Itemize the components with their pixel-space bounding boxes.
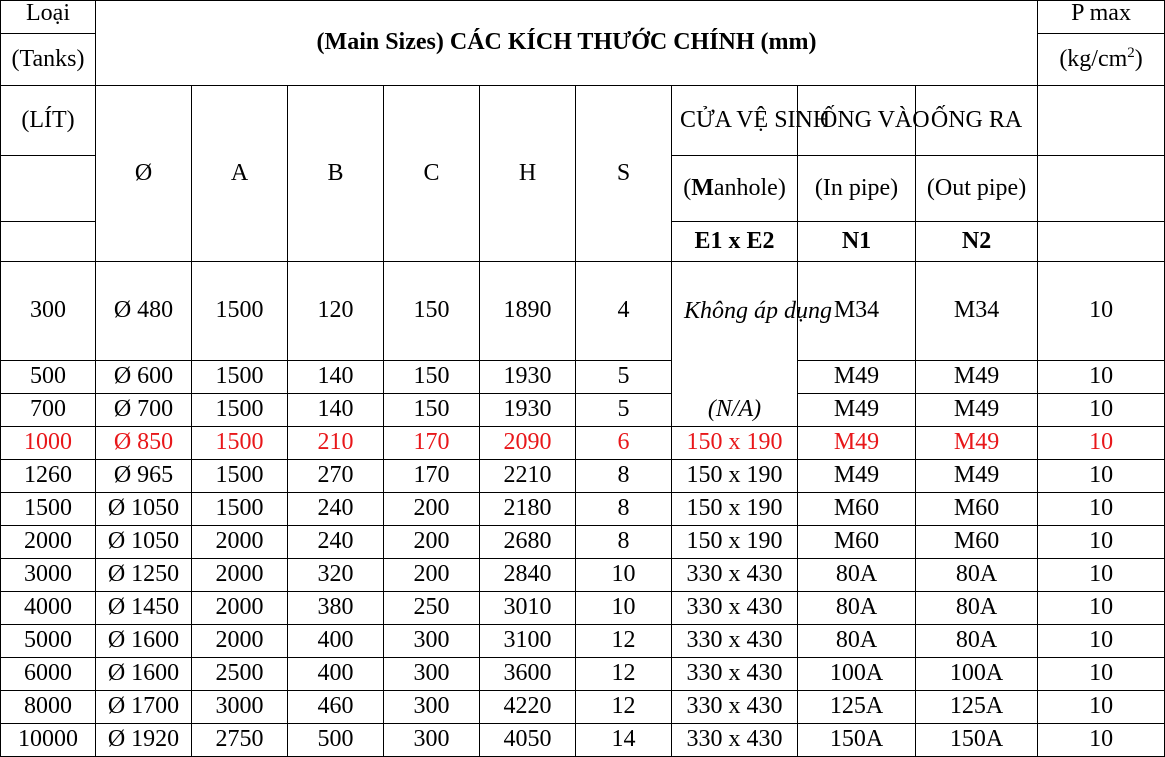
cell-manhole: 330 x 430 [672,691,798,724]
cell-b: 380 [288,592,384,625]
cell-n2: 150A [916,724,1038,757]
cell-liters: 1000 [1,427,96,460]
header-type-empty-2 [1,222,96,262]
pmax-unit-superscript: 2 [1127,44,1135,61]
cell-liters: 2000 [1,526,96,559]
cell-b: 460 [288,691,384,724]
cell-liters: 1500 [1,493,96,526]
cell-n2: M49 [916,361,1038,394]
cell-pmax: 10 [1038,625,1165,658]
cell-n1: M49 [798,361,916,394]
header-row-1 [1,1,1165,34]
header-type-line1: Loại [1,1,96,34]
table-row [1,592,1165,625]
cell-manhole: 330 x 430 [672,724,798,757]
cell-c: 200 [384,493,480,526]
cell-manhole: 330 x 430 [672,592,798,625]
header-pmax-empty-2 [1038,156,1165,222]
cell-n1: M60 [798,493,916,526]
cell-h: 4220 [480,691,576,724]
cell-pmax: 10 [1038,592,1165,625]
cell-pmax: 10 [1038,493,1165,526]
cell-s: 5 [576,361,672,394]
cell-b: 270 [288,460,384,493]
cell-liters: 3000 [1,559,96,592]
cell-a: 2000 [192,625,288,658]
cell-n1: M49 [798,460,916,493]
col-header-outpipe-vn: ỐNG RA [916,86,1038,156]
col-header-inpipe-code: N1 [798,222,916,262]
cell-manhole: 150 x 190 [672,427,798,460]
pmax-unit-base: (kg/cm [1059,45,1128,72]
cell-c: 300 [384,691,480,724]
cell-n2: 80A [916,559,1038,592]
cell-n1: 150A [798,724,916,757]
cell-b: 210 [288,427,384,460]
table-row [1,361,1165,394]
cell-manhole: 150 x 190 [672,493,798,526]
cell-liters: 10000 [1,724,96,757]
cell-h: 2680 [480,526,576,559]
cell-pmax: 10 [1038,559,1165,592]
cell-diameter: Ø 1600 [96,658,192,691]
cell-s: 12 [576,625,672,658]
cell-n2: M49 [916,460,1038,493]
cell-s: 8 [576,526,672,559]
cell-s: 5 [576,394,672,427]
cell-b: 500 [288,724,384,757]
header-type-line2: (Tanks) [1,34,96,86]
cell-diameter: Ø 965 [96,460,192,493]
cell-manhole-na-note: Không áp dụng [672,262,798,361]
cell-h: 1930 [480,394,576,427]
cell-c: 200 [384,526,480,559]
cell-manhole: 330 x 430 [672,625,798,658]
cell-pmax: 10 [1038,394,1165,427]
table-row [1,691,1165,724]
cell-diameter: Ø 1050 [96,493,192,526]
cell-b: 240 [288,493,384,526]
header-row-3 [1,86,1165,156]
cell-n2: M34 [916,262,1038,361]
cell-manhole: 330 x 430 [672,559,798,592]
cell-liters: 4000 [1,592,96,625]
cell-manhole: 330 x 430 [672,658,798,691]
cell-c: 300 [384,658,480,691]
col-header-h: H [480,86,576,262]
col-header-s: S [576,86,672,262]
cell-n1: M34 [798,262,916,361]
cell-a: 2000 [192,592,288,625]
cell-h: 3100 [480,625,576,658]
header-pmax-empty-3 [1038,222,1165,262]
cell-c: 150 [384,262,480,361]
col-header-outpipe-code: N2 [916,222,1038,262]
col-header-inpipe-en: (In pipe) [798,156,916,222]
cell-manhole: 150 x 190 [672,460,798,493]
cell-n2: M60 [916,526,1038,559]
cell-liters: 1260 [1,460,96,493]
cell-diameter: Ø 1600 [96,625,192,658]
cell-pmax: 10 [1038,658,1165,691]
cell-h: 1930 [480,361,576,394]
cell-c: 300 [384,625,480,658]
cell-s: 14 [576,724,672,757]
cell-diameter: Ø 1450 [96,592,192,625]
header-pmax-empty-1 [1038,86,1165,156]
cell-n1: M60 [798,526,916,559]
cell-pmax: 10 [1038,262,1165,361]
cell-diameter: Ø 1050 [96,526,192,559]
cell-n1: 100A [798,658,916,691]
table-row [1,625,1165,658]
col-header-manhole-en [672,156,798,222]
cell-c: 150 [384,361,480,394]
cell-h: 3600 [480,658,576,691]
cell-a: 2000 [192,559,288,592]
cell-liters: 500 [1,361,96,394]
col-header-manhole-code: E1 x E2 [672,222,798,262]
cell-s: 12 [576,691,672,724]
cell-diameter: Ø 1700 [96,691,192,724]
cell-s: 8 [576,460,672,493]
cell-a: 3000 [192,691,288,724]
cell-s: 4 [576,262,672,361]
cell-b: 120 [288,262,384,361]
cell-s: 10 [576,592,672,625]
cell-s: 8 [576,493,672,526]
cell-a: 1500 [192,262,288,361]
cell-liters: 5000 [1,625,96,658]
cell-b: 140 [288,394,384,427]
pmax-label: P max [1071,0,1131,26]
cell-n1: M49 [798,427,916,460]
header-pmax-unit [1038,34,1165,86]
cell-b: 320 [288,559,384,592]
cell-diameter: Ø 1920 [96,724,192,757]
cell-b: 400 [288,658,384,691]
header-main-title: (Main Sizes) CÁC KÍCH THƯỚC CHÍNH (mm) [96,1,1038,86]
cell-pmax: 10 [1038,691,1165,724]
cell-h: 1890 [480,262,576,361]
cell-n2: 100A [916,658,1038,691]
col-header-manhole-vn: CỬA VỆ SINH [672,86,798,156]
cell-a: 1500 [192,361,288,394]
cell-n2: M49 [916,394,1038,427]
cell-pmax: 10 [1038,724,1165,757]
cell-diameter: Ø 480 [96,262,192,361]
cell-n2: 125A [916,691,1038,724]
table-row-highlighted [1,427,1165,460]
table-row [1,460,1165,493]
manhole-en-rest: anhole) [713,174,786,201]
cell-n1: M49 [798,394,916,427]
cell-s: 10 [576,559,672,592]
col-header-inpipe-vn: ỐNG VÀO [798,86,916,156]
cell-h: 2840 [480,559,576,592]
col-header-c: C [384,86,480,262]
cell-pmax: 10 [1038,427,1165,460]
cell-n1: 80A [798,625,916,658]
cell-n2: 80A [916,592,1038,625]
cell-b: 240 [288,526,384,559]
cell-a: 2500 [192,658,288,691]
table-row [1,394,1165,427]
table-row [1,493,1165,526]
cell-liters: 300 [1,262,96,361]
table-row [1,658,1165,691]
col-header-diameter: Ø [96,86,192,262]
cell-b: 140 [288,361,384,394]
header-type-empty-1 [1,156,96,222]
cell-h: 2180 [480,493,576,526]
cell-liters: 700 [1,394,96,427]
table-row [1,262,1165,361]
cell-a: 2750 [192,724,288,757]
cell-n1: 125A [798,691,916,724]
cell-diameter: Ø 1250 [96,559,192,592]
cell-a: 1500 [192,460,288,493]
cell-a: 1500 [192,394,288,427]
cell-b: 400 [288,625,384,658]
cell-c: 200 [384,559,480,592]
cell-n2: 80A [916,625,1038,658]
table-row [1,724,1165,757]
cell-manhole-empty [672,361,798,394]
cell-manhole-na: (N/A) [672,394,798,427]
cell-a: 1500 [192,493,288,526]
header-pmax-label [1038,1,1165,34]
table-row [1,559,1165,592]
cell-h: 4050 [480,724,576,757]
cell-s: 6 [576,427,672,460]
col-header-a: A [192,86,288,262]
cell-n2: M49 [916,427,1038,460]
cell-c: 300 [384,724,480,757]
cell-h: 3010 [480,592,576,625]
cell-pmax: 10 [1038,361,1165,394]
cell-h: 2090 [480,427,576,460]
cell-c: 250 [384,592,480,625]
header-type-line3: (LÍT) [1,86,96,156]
cell-pmax: 10 [1038,526,1165,559]
cell-n1: 80A [798,592,916,625]
cell-c: 150 [384,394,480,427]
cell-n1: 80A [798,559,916,592]
cell-c: 170 [384,427,480,460]
cell-a: 2000 [192,526,288,559]
cell-liters: 6000 [1,658,96,691]
cell-diameter: Ø 700 [96,394,192,427]
cell-s: 12 [576,658,672,691]
pmax-unit-close: ) [1134,45,1143,72]
cell-diameter: Ø 600 [96,361,192,394]
cell-n2: M60 [916,493,1038,526]
cell-diameter: Ø 850 [96,427,192,460]
cell-h: 2210 [480,460,576,493]
cell-manhole: 150 x 190 [672,526,798,559]
cell-c: 170 [384,460,480,493]
table-row [1,526,1165,559]
cell-a: 1500 [192,427,288,460]
cell-pmax: 10 [1038,460,1165,493]
col-header-b: B [288,86,384,262]
manhole-en-bold: M [691,174,714,201]
col-header-outpipe-en: (Out pipe) [916,156,1038,222]
manhole-en-open: ( [683,174,692,201]
cell-liters: 8000 [1,691,96,724]
